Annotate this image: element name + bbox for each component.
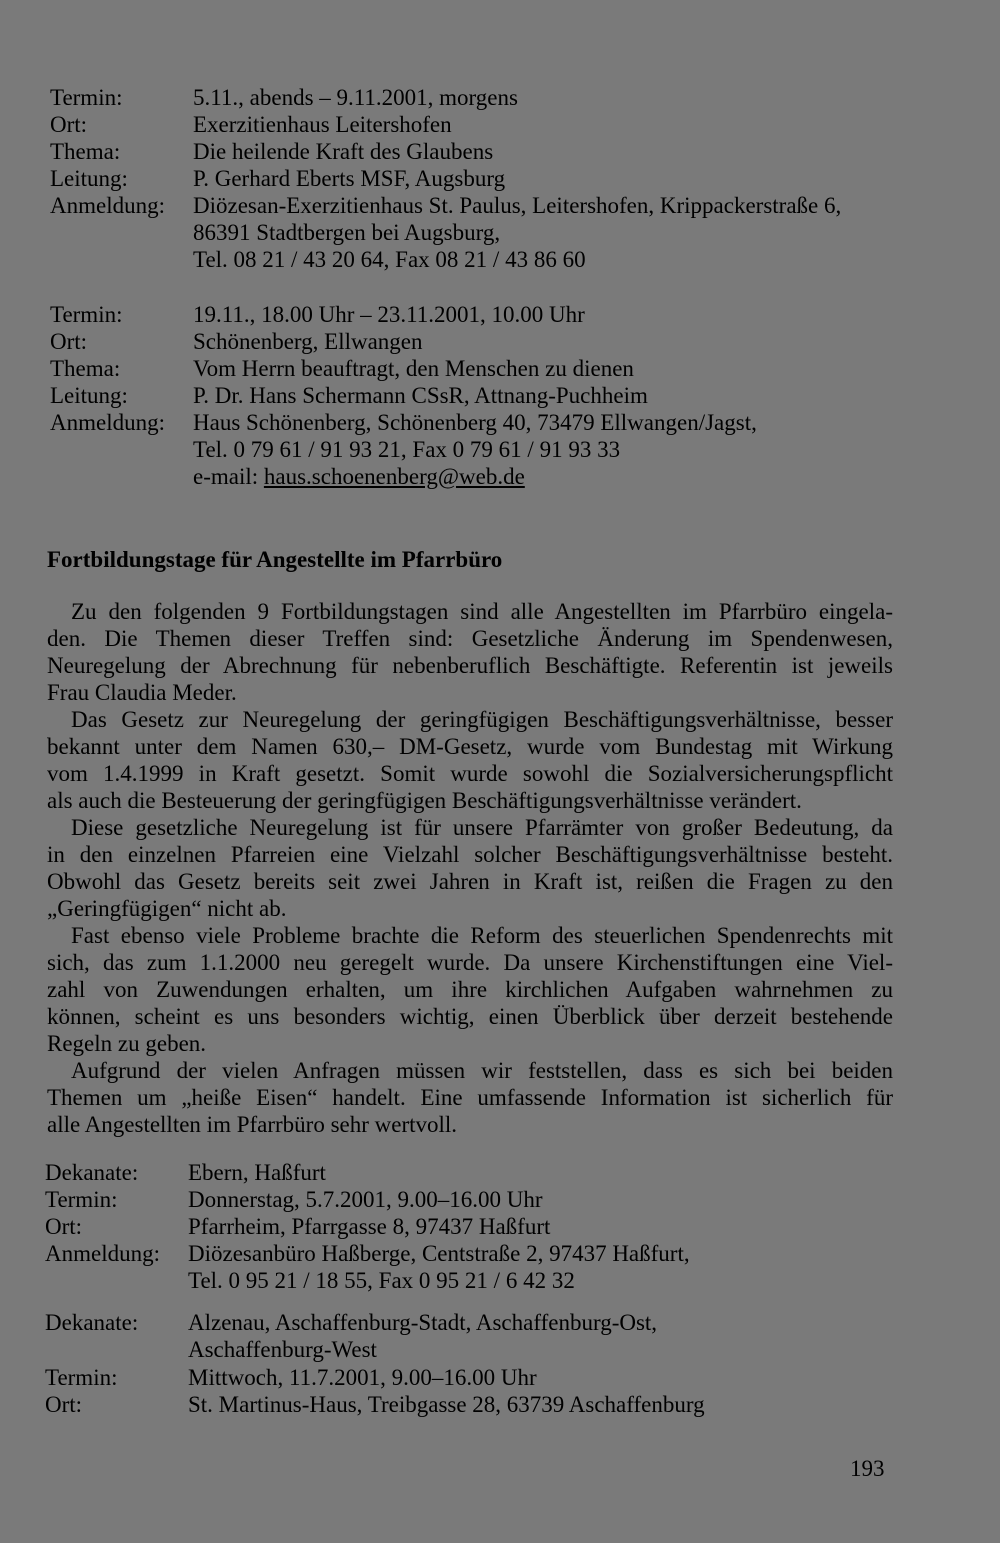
- block3-label-anmeldung: Anmeldung:: [45, 1241, 160, 1266]
- block3-value-termin: Donnerstag, 5.7.2001, 9.00–16.00 Uhr: [188, 1187, 543, 1212]
- block2-value-termin: 19.11., 18.00 Uhr – 23.11.2001, 10.00 Uhr: [193, 302, 585, 327]
- block3-value-anmeldung: Diözesanbüro Haßberge, Centstraße 2, 97437 Haßfurt,: [188, 1241, 690, 1266]
- block3-value-ort: Pfarrheim, Pfarrgasse 8, 97437 Haßfurt: [188, 1214, 551, 1239]
- block4-value-ort: St. Martinus-Haus, Treibgasse 28, 63739 Aschaffenburg: [188, 1392, 705, 1417]
- block1-value-anmeldung: Diözesan-Exerzitienhaus St. Paulus, Leitershofen, Krippackerstraße 6,: [193, 193, 842, 218]
- block1-value-thema: Die heilende Kraft des Glaubens: [193, 139, 494, 164]
- body-line: als auch die Besteuerung der geringfügigen Beschäftigungsverhältnisse verändert.: [47, 788, 802, 813]
- block1-value-address: 86391 Stadtbergen bei Augsburg,: [193, 220, 501, 245]
- body-line: sich, das zum 1.1.2000 neu geregelt wurde. Da unsere Kirchenstiftungen eine Viel-: [47, 950, 893, 975]
- block1-value-leitung: P. Gerhard Eberts MSF, Augsburg: [193, 166, 506, 191]
- block3-label-ort: Ort:: [45, 1214, 83, 1239]
- body-text: [47, 598, 893, 1138]
- body-line: vom 1.4.1999 in Kraft gesetzt. Somit wurde sowohl die Sozialversicherungspflicht: [47, 761, 893, 786]
- block3-label-termin: Termin:: [45, 1187, 118, 1212]
- block1-value-termin: 5.11., abends – 9.11.2001, morgens: [193, 85, 518, 110]
- block2-value-phone: Tel. 0 79 61 / 91 93 21, Fax 0 79 61 / 91 93 33: [193, 437, 621, 462]
- body-line: Obwohl das Gesetz bereits seit zwei Jahren in Kraft ist, reißen die Fragen zu den: [47, 869, 893, 894]
- body-line: den. Die Themen dieser Treffen sind: Gesetzliche Änderung im Spendenwesen,: [47, 626, 893, 651]
- body-line: bekannt unter dem Namen 630,– DM-Gesetz, wurde vom Bundestag mit Wirkung: [47, 734, 893, 759]
- body-line: alle Angestellten im Pfarrbüro sehr wertvoll.: [47, 1112, 458, 1137]
- block2-label-termin: Termin:: [50, 302, 123, 327]
- body-line: zahl von Zuwendungen erhalten, um ihre kirchlichen Aufgaben wahrnehmen zu: [47, 977, 893, 1002]
- section-heading: Fortbildungstage für Angestellte im Pfarrbüro: [47, 547, 503, 572]
- block2-value-leitung: P. Dr. Hans Schermann CSsR, Attnang-Puchheim: [193, 383, 648, 408]
- block2-email-line: [193, 463, 525, 490]
- email-link[interactable]: haus.schoenenberg@web.de: [263, 464, 525, 489]
- body-line: Frau Claudia Meder.: [47, 680, 237, 705]
- block1-label-ort: Ort:: [50, 112, 88, 137]
- body-line: Diese gesetzliche Neuregelung ist für unsere Pfarrämter von großer Bedeutung, da: [71, 815, 893, 840]
- block1-label-anmeldung: Anmeldung:: [50, 193, 165, 218]
- block1-value-ort: Exerzitienhaus Leitershofen: [193, 112, 452, 137]
- block3-value-phone: Tel. 0 95 21 / 18 55, Fax 0 95 21 / 6 42 32: [188, 1268, 575, 1293]
- block4-label-ort: Ort:: [45, 1392, 83, 1417]
- block3-value-dekanate: Ebern, Haßfurt: [188, 1160, 326, 1185]
- block4-value-termin: Mittwoch, 11.7.2001, 9.00–16.00 Uhr: [188, 1365, 537, 1390]
- block1-value-phone: Tel. 08 21 / 43 20 64, Fax 08 21 / 43 86 60: [193, 247, 586, 272]
- block1-label-thema: Thema:: [50, 139, 121, 164]
- body-line: Aufgrund der vielen Anfragen müssen wir feststellen, dass es sich bei beiden: [71, 1058, 893, 1083]
- body-line: in den einzelnen Pfarreien eine Vielzahl solcher Beschäftigungsverhältnisse besteht.: [47, 842, 893, 867]
- block2-value-thema: Vom Herrn beauftragt, den Menschen zu dienen: [193, 356, 634, 381]
- block4-value-dekanate-cont: Aschaffenburg-West: [188, 1337, 377, 1362]
- block1-label-termin: Termin:: [50, 85, 123, 110]
- block2-value-anmeldung: Haus Schönenberg, Schönenberg 40, 73479 Ellwangen/Jagst,: [193, 410, 757, 435]
- body-line: Zu den folgenden 9 Fortbildungstagen sind alle Angestellten im Pfarrbüro eingela-: [71, 599, 893, 624]
- block4-label-dekanate: Dekanate:: [45, 1310, 139, 1335]
- page-number: 193: [850, 1456, 885, 1481]
- block2-label-leitung: Leitung:: [50, 383, 128, 408]
- block2-label-thema: Thema:: [50, 356, 121, 381]
- block2-value-ort: Schönenberg, Ellwangen: [193, 329, 423, 354]
- email-prefix: e-mail:: [193, 464, 259, 489]
- block2-label-ort: Ort:: [50, 329, 88, 354]
- body-line: können, scheint es uns besonders wichtig, einen Überblick über derzeit bestehende: [47, 1004, 893, 1029]
- body-line: „Geringfügigen“ nicht ab.: [47, 896, 287, 921]
- block4-label-termin: Termin:: [45, 1365, 118, 1390]
- block4-value-dekanate: Alzenau, Aschaffenburg-Stadt, Aschaffenburg-Ost,: [188, 1310, 658, 1335]
- block2-label-anmeldung: Anmeldung:: [50, 410, 165, 435]
- block1-label-leitung: Leitung:: [50, 166, 128, 191]
- body-line: Regeln zu geben.: [47, 1031, 207, 1056]
- body-line: Themen um „heiße Eisen“ handelt. Eine umfassende Information ist sicherlich für: [47, 1085, 893, 1110]
- body-line: Fast ebenso viele Probleme brachte die Reform des steuerlichen Spendenrechts mit: [71, 923, 893, 948]
- body-line: Neuregelung der Abrechnung für nebenberuflich Beschäftigte. Referentin ist jeweils: [47, 653, 893, 678]
- body-line: Das Gesetz zur Neuregelung der geringfügigen Beschäftigungsverhältnisse, besser: [71, 707, 893, 732]
- block3-label-dekanate: Dekanate:: [45, 1160, 139, 1185]
